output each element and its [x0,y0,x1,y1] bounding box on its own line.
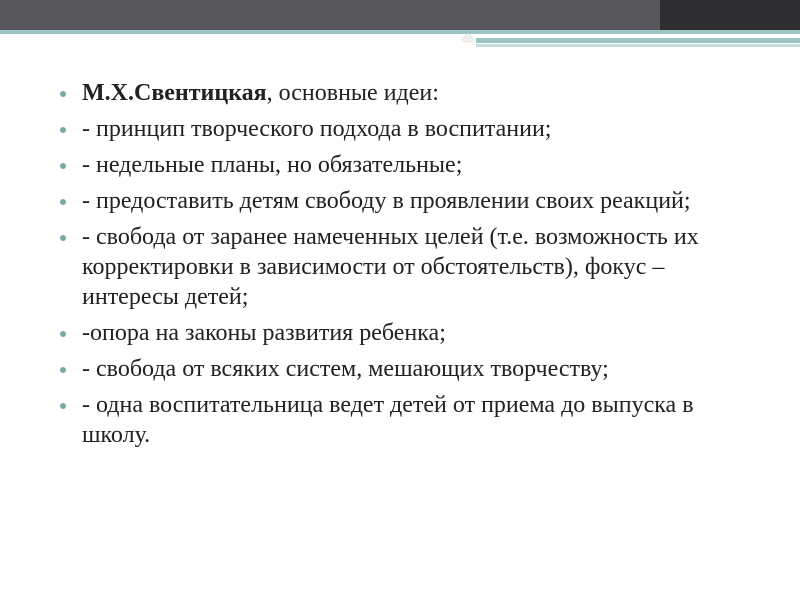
bullet-text: -опора на законы развития ребенка; [82,320,446,346]
accent-line-right-secondary [476,44,800,47]
bullet-item [60,222,760,312]
bullet-icon [60,367,66,373]
bullet-item-heading [60,78,760,108]
bullet-icon [60,331,66,337]
accent-line-right [476,38,800,43]
bullet-text: - свобода от заранее намеченных целей (т.е. возможность их корректировки в зависимости от обстоятельств), фокус – интересы детей; [82,224,699,310]
heading-rest: , основные идеи: [266,80,439,106]
slide-content [60,78,760,456]
top-bar-dark-segment [660,0,800,30]
bullet-icon [60,235,66,241]
bullet-item [60,318,760,348]
accent-line [0,30,800,34]
bullet-icon [60,91,66,97]
bullet-icon [60,127,66,133]
bullet-item [60,150,760,180]
bullet-icon [60,163,66,169]
bullet-text: - одна воспитательница ведет детей от приема до выпуска в школу. [82,392,694,448]
triangle-marker-icon [462,33,474,41]
bullet-item [60,390,760,450]
bullet-text: - недельные планы, но обязательные; [82,152,463,178]
bullet-item [60,186,760,216]
bullet-list [60,78,760,450]
bullet-item [60,354,760,384]
bullet-text: - свобода от всяких систем, мешающих творчеству; [82,356,609,382]
bullet-text: - предоставить детям свободу в проявлении своих реакций; [82,188,691,214]
author-name: М.Х.Свентицкая [82,80,267,106]
bullet-icon [60,199,66,205]
bullet-icon [60,403,66,409]
bullet-text: - принцип творческого подхода в воспитании; [82,116,552,142]
bullet-item [60,114,760,144]
